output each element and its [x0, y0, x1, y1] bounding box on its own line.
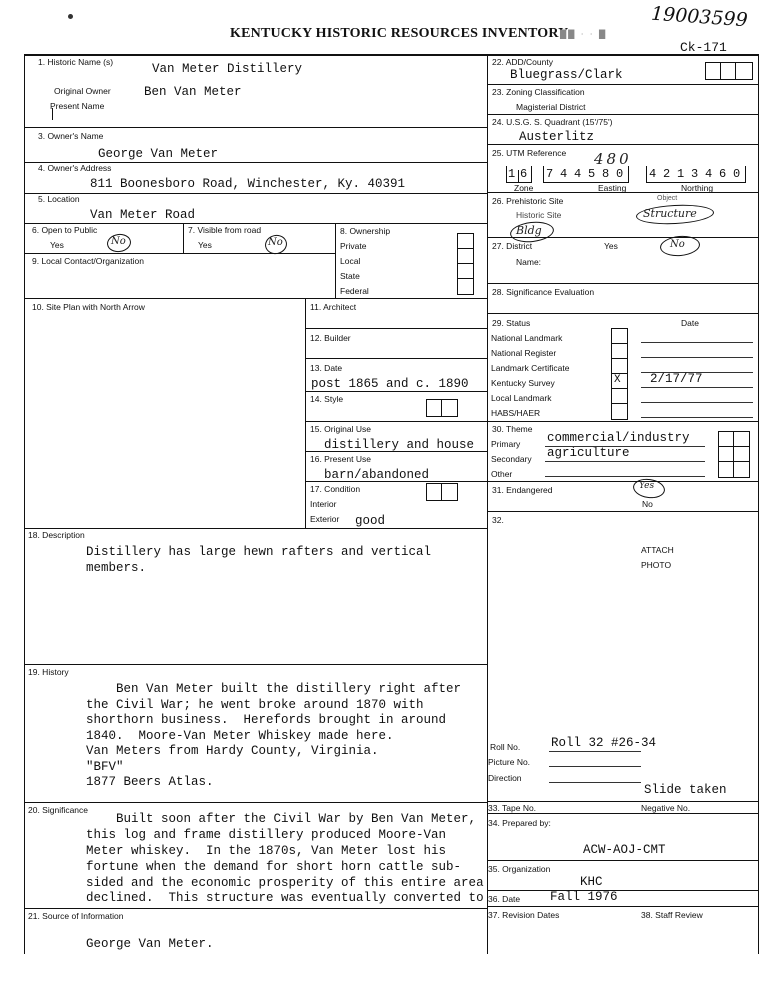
- utm-zone-label: Zone: [514, 183, 534, 193]
- row-line-18: [24, 528, 487, 529]
- prepared-by-field[interactable]: ACW-AOJ-CMT: [583, 843, 666, 857]
- prepared-date-label: 36. Date: [488, 894, 521, 904]
- row-line-21: [24, 908, 487, 909]
- tape-label: 33. Tape No.: [488, 803, 537, 813]
- theme-box-vdiv: [733, 431, 734, 477]
- theme-box-hdiv-1: [718, 446, 749, 447]
- row-line-4: [24, 193, 487, 194]
- cursor-mark: [52, 108, 53, 120]
- secondary-theme-field[interactable]: agriculture: [547, 446, 630, 460]
- status-box-div-1: [611, 343, 627, 344]
- source-field[interactable]: George Van Meter.: [86, 937, 214, 951]
- status-label: 29. Status: [492, 318, 531, 328]
- status-local-landmark: Local Landmark: [491, 393, 552, 403]
- ownership-box-div-3: [457, 278, 473, 279]
- theme-box-hdiv-2: [718, 461, 749, 462]
- row-line-23: [487, 84, 758, 85]
- county-box-div-1: [720, 62, 721, 79]
- description-line-2: members.: [86, 561, 147, 575]
- row-line-14: [305, 391, 487, 392]
- original-owner-label: Original Owner: [54, 86, 111, 96]
- style-box-div: [441, 399, 442, 416]
- significance-label: 20. Significance: [28, 805, 89, 815]
- original-owner-field[interactable]: Ben Van Meter: [144, 85, 242, 99]
- endangered-no[interactable]: No: [642, 499, 653, 509]
- direction-line: [549, 782, 641, 783]
- staff-review-label: 38. Staff Review: [641, 910, 703, 920]
- significance-line-2: this log and frame distillery produced Moore-Van: [86, 828, 447, 842]
- status-date-line-6: [641, 417, 753, 418]
- status-landmark-certificate: Landmark Certificate: [491, 363, 570, 373]
- owner-address-label: 4. Owner's Address: [38, 163, 112, 173]
- condition-box-div: [441, 483, 442, 500]
- location-field[interactable]: Van Meter Road: [90, 208, 196, 222]
- row-line-31: [487, 481, 758, 482]
- visible-from-road-yes[interactable]: Yes: [198, 240, 212, 250]
- col-line-10-11: [305, 298, 306, 528]
- zoning-label: 23. Zoning Classification: [492, 87, 585, 97]
- status-date-line-1: [641, 342, 753, 343]
- style-code-box[interactable]: [426, 399, 458, 417]
- picture-label: Picture No.: [488, 757, 531, 767]
- add-county-label: 22. ADD/County: [492, 57, 553, 67]
- significance-line-3: Meter whiskey. In the 1870s, Van Meter lost his: [86, 844, 447, 858]
- status-date-line-5: [641, 402, 753, 403]
- row-line-28: [487, 283, 758, 284]
- row-line-25: [487, 144, 758, 145]
- col-line-6-7: [183, 223, 184, 253]
- open-to-public-yes[interactable]: Yes: [50, 240, 64, 250]
- status-date-line-2: [641, 357, 753, 358]
- object-label: Object: [657, 195, 678, 202]
- ownership-state: State: [340, 271, 360, 281]
- kentucky-survey-mark: X: [614, 374, 621, 386]
- bldg-hand: Bldg: [516, 224, 542, 237]
- history-line-6: "BFV": [86, 759, 124, 774]
- exterior-field[interactable]: good: [355, 514, 386, 528]
- ownership-checkbox-column[interactable]: [457, 233, 474, 295]
- utm-northing-value: 4213460: [649, 167, 748, 181]
- quadrant-label: 24. U.S.G. S. Quadrant (15'/75'): [492, 117, 613, 127]
- exterior-label: Exterior: [310, 514, 340, 524]
- history-line-3: shorthorn business. Herefords brought in around: [86, 713, 447, 727]
- direction-label: Direction: [488, 773, 522, 783]
- status-date-line-4: [641, 387, 753, 388]
- row-line-19: [24, 664, 487, 665]
- primary-theme-field[interactable]: commercial/industry: [547, 431, 690, 445]
- prepared-by-label: 34. Prepared by:: [488, 818, 551, 828]
- ownership-box-div-2: [457, 263, 473, 264]
- significance-line-4: fortune when the demand for short horn cattle sub-: [86, 860, 462, 874]
- row-line-9: [24, 253, 335, 254]
- history-line-1: Ben Van Meter built the distillery right after: [86, 682, 462, 696]
- attach-photo-line-2: PHOTO: [641, 560, 672, 570]
- primary-theme-line: [545, 446, 705, 447]
- row-line-1: [24, 127, 487, 128]
- secondary-theme-line: [545, 461, 705, 462]
- visible-from-road-label: 7. Visible from road: [188, 225, 262, 235]
- endangered-yes: Yes: [639, 481, 655, 491]
- description-line-1: Distillery has large hewn rafters and vertical: [86, 545, 432, 559]
- ownership-private: Private: [340, 241, 367, 251]
- photo-section-label: 32.: [492, 515, 504, 525]
- owner-name-field[interactable]: George Van Meter: [98, 147, 219, 161]
- district-name-label: Name:: [516, 257, 542, 267]
- row-line-15: [305, 421, 487, 422]
- condition-label: 17. Condition: [310, 484, 361, 494]
- row-line-13: [305, 358, 487, 359]
- date-field[interactable]: post 1865 and c. 1890: [311, 377, 469, 391]
- theme-code-box[interactable]: [718, 431, 750, 478]
- endangered-label: 31. Endangered: [492, 485, 553, 495]
- form-border-left: [24, 54, 25, 954]
- history-line-4: 1840. Moore-Van Meter Whiskey made here.: [86, 728, 394, 743]
- ownership-local: Local: [340, 256, 361, 266]
- utm-easting-label: Easting: [598, 183, 627, 193]
- significance-line-6: declined. This structure was eventually converted to: [86, 891, 484, 905]
- open-to-public-label: 6. Open to Public: [32, 225, 98, 235]
- slide-taken-note: Slide taken: [644, 783, 727, 797]
- utm-zone-value: 16: [508, 167, 533, 181]
- style-label: 14. Style: [310, 394, 344, 404]
- site-id: Ck-171: [680, 40, 727, 55]
- form-border-right: [758, 54, 759, 954]
- row-line-5: [24, 223, 487, 224]
- roll-label: Roll No.: [490, 742, 521, 752]
- historic-name-label: 1. Historic Name (s): [38, 57, 114, 67]
- prehistoric-site-label: 26. Prehistoric Site: [492, 196, 564, 206]
- significance-line-5: sided and the economic prosperity of this entire area: [86, 876, 484, 890]
- history-line-7: 1877 Beers Atlas.: [86, 775, 214, 789]
- row-line-35: [487, 860, 758, 861]
- revision-dates-label: 37. Revision Dates: [488, 910, 560, 920]
- condition-code-box[interactable]: [426, 483, 458, 501]
- ownership-federal: Federal: [340, 286, 369, 296]
- primary-theme-label: Primary: [491, 439, 521, 449]
- row-line-30: [487, 421, 758, 422]
- row-line-32: [487, 511, 758, 512]
- county-code-box[interactable]: [705, 62, 753, 80]
- present-name-label: Present Name: [50, 101, 105, 111]
- ownership-box-div-1: [457, 248, 473, 249]
- history-line-5: Van Meters from Hardy County, Virginia.: [86, 744, 379, 758]
- form-title: KENTUCKY HISTORIC RESOURCES INVENTORY: [230, 26, 569, 41]
- negative-label: Negative No.: [641, 803, 691, 813]
- roll-field[interactable]: Roll 32 #26-34: [551, 736, 657, 750]
- status-national-landmark: National Landmark: [491, 333, 563, 343]
- other-theme-line: [545, 476, 705, 477]
- theme-label: 30. Theme: [492, 424, 533, 434]
- status-national-register: National Register: [491, 348, 557, 358]
- add-county-field[interactable]: Bluegrass/Clark: [510, 68, 623, 82]
- district-no: No: [670, 239, 685, 250]
- location-label: 5. Location: [38, 194, 80, 204]
- visible-from-road-no: No: [268, 237, 283, 248]
- date-label: 13. Date: [310, 363, 343, 373]
- row-line-24: [487, 114, 758, 115]
- col-line-7-8: [335, 223, 336, 298]
- quadrant-field[interactable]: Austerlitz: [519, 130, 595, 144]
- row-line-34: [487, 813, 758, 814]
- row-line-36: [487, 890, 758, 891]
- utm-correction: 480: [594, 150, 632, 168]
- status-date-label: Date: [681, 318, 699, 328]
- open-to-public-no: No: [111, 236, 126, 247]
- kentucky-survey-date[interactable]: 2/17/77: [650, 372, 703, 386]
- status-box-div-4: [611, 388, 627, 389]
- utm-easting-value: 744580: [546, 167, 631, 181]
- form-border-top: [24, 54, 759, 56]
- architect-label: 11. Architect: [310, 302, 357, 312]
- row-line-29: [487, 313, 758, 314]
- other-theme-label: Other: [491, 469, 513, 479]
- district-label: 27. District: [492, 241, 533, 251]
- row-line-20: [24, 802, 487, 803]
- original-use-label: 15. Original Use: [310, 424, 371, 434]
- organization-field[interactable]: KHC: [580, 875, 603, 889]
- prepared-date-field[interactable]: Fall 1976: [550, 890, 618, 904]
- owner-address-field[interactable]: 811 Boonesboro Road, Winchester, Ky. 40391: [90, 177, 406, 191]
- row-line-10: [24, 298, 487, 299]
- historic-name-field[interactable]: Van Meter Distillery: [152, 62, 303, 76]
- utm-label: 25. UTM Reference: [492, 148, 567, 158]
- local-contact-label: 9. Local Contact/Organization: [32, 256, 144, 266]
- site-plan-label: 10. Site Plan with North Arrow: [32, 302, 145, 312]
- original-use-field[interactable]: distillery and house: [324, 438, 475, 452]
- roll-line: [549, 751, 641, 752]
- ownership-label: 8. Ownership: [340, 226, 391, 236]
- significance-eval-label: 28. Significance Evaluation: [492, 287, 595, 297]
- county-box-div-2: [735, 62, 736, 79]
- builder-label: 12. Builder: [310, 333, 351, 343]
- status-habs-haer: HABS/HAER: [491, 408, 541, 418]
- stamp-number: 19003599: [650, 2, 749, 32]
- secondary-theme-label: Secondary: [491, 454, 532, 464]
- source-label: 21. Source of Information: [28, 911, 124, 921]
- zoning-field[interactable]: Magisterial District: [516, 102, 586, 112]
- interior-label: Interior: [310, 499, 337, 509]
- row-line-33: [487, 801, 758, 802]
- history-label: 19. History: [28, 667, 69, 677]
- scan-mark: [68, 14, 73, 19]
- organization-label: 35. Organization: [488, 864, 551, 874]
- status-kentucky-survey: Kentucky Survey: [491, 378, 555, 388]
- row-line-12: [305, 328, 487, 329]
- status-box-div-2: [611, 358, 627, 359]
- significance-line-1: Built soon after the Civil War by Ben Van Meter,: [86, 812, 477, 826]
- historic-site-label: Historic Site: [516, 210, 562, 220]
- owner-name-label: 3. Owner's Name: [38, 131, 104, 141]
- status-box-div-5: [611, 403, 627, 404]
- present-use-field[interactable]: barn/abandoned: [324, 468, 430, 482]
- present-use-label: 16. Present Use: [310, 454, 371, 464]
- district-yes[interactable]: Yes: [604, 241, 618, 251]
- row-line-37: [487, 906, 758, 907]
- description-label: 18. Description: [28, 530, 85, 540]
- history-line-2: the Civil War; he went broke around 1870 with: [86, 697, 424, 712]
- attach-photo-line-1: ATTACH: [641, 545, 674, 555]
- received-stamp: ██ · · █: [560, 30, 608, 39]
- utm-northing-label: Northing: [681, 183, 714, 193]
- picture-line: [549, 766, 641, 767]
- structure-hand: Structure: [643, 207, 697, 220]
